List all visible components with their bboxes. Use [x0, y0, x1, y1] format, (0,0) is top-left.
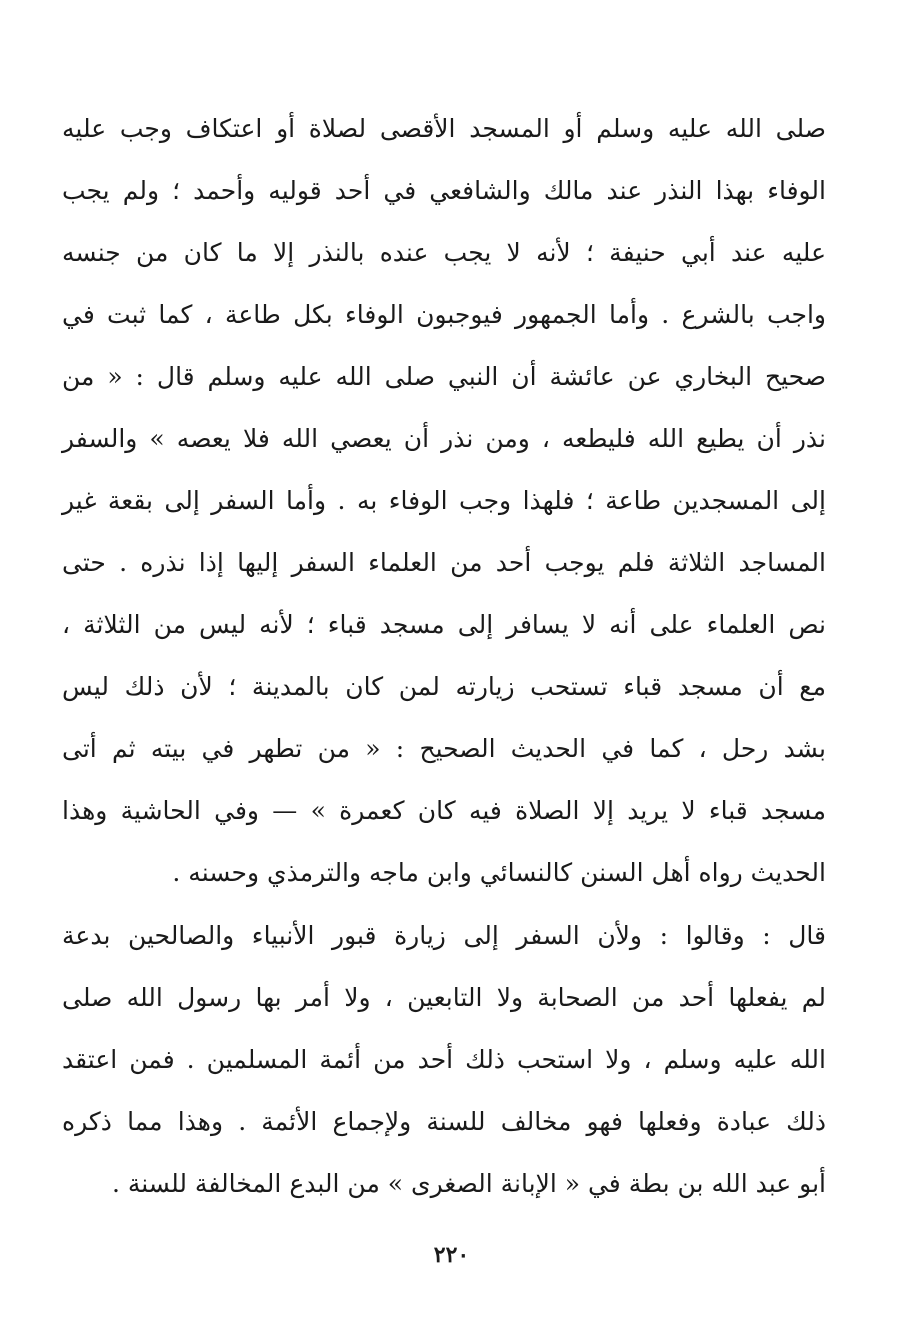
text-line: لم يفعلها أحد من الصحابة ولا التابعين ، ولا أمر بها رسول الله صلى [62, 983, 826, 1012]
text-line: صحيح البخاري عن عائشة أن النبي صلى الله عليه وسلم قال : « من [62, 362, 826, 391]
text-line: إلى المسجدين طاعة ؛ فلهذا وجب الوفاء به . وأما السفر إلى بقعة غير [62, 486, 826, 515]
text-line: المساجد الثلاثة فلم يوجب أحد من العلماء السفر إليها إذا نذره . حتى [62, 548, 826, 577]
text-line: واجب بالشرع . وأما الجمهور فيوجبون الوفاء بكل طاعة ، كما ثبت في [62, 300, 826, 329]
text-line: ذلك عبادة وفعلها فهو مخالف للسنة ولإجماع الأئمة . وهذا مما ذكره [62, 1107, 826, 1136]
text-line: قال : وقالوا : ولأن السفر إلى زيارة قبور الأنبياء والصالحين بدعة [62, 921, 826, 950]
text-line: الوفاء بهذا النذر عند مالك والشافعي في أحد قوليه وأحمد ؛ ولم يجب [62, 176, 826, 205]
text-line: صلى الله عليه وسلم أو المسجد الأقصى لصلاة أو اعتكاف وجب عليه [62, 114, 826, 143]
text-line: مع أن مسجد قباء تستحب زيارته لمن كان بالمدينة ؛ لأن ذلك ليس [62, 672, 826, 701]
text-line: عليه عند أبي حنيفة ؛ لأنه لا يجب عنده بالنذر إلا ما كان من جنسه [62, 238, 826, 267]
paragraph-2 [62, 905, 826, 1215]
text-line: أبو عبد الله بن بطة في « الإبانة الصغرى » من البدع المخالفة للسنة . [111, 1169, 826, 1198]
text-line: بشد رحل ، كما في الحديث الصحيح : « من تطهر في بيته ثم أتى [62, 734, 826, 763]
page-number: ٢٢٠ [433, 1242, 470, 1268]
text-line: مسجد قباء لا يريد إلا الصلاة فيه كان كعمرة » — وفي الحاشية وهذا [62, 796, 826, 825]
text-line: الله عليه وسلم ، ولا استحب ذلك أحد من أئمة المسلمين . فمن اعتقد [62, 1045, 826, 1074]
text-line: الحديث رواه أهل السنن كالنسائي وابن ماجه والترمذي وحسنه . [172, 858, 826, 887]
paragraph-1 [62, 98, 826, 904]
text-line: نص العلماء على أنه لا يسافر إلى مسجد قباء ؛ لأنه ليس من الثلاثة ، [62, 610, 826, 639]
text-line: نذر أن يطيع الله فليطعه ، ومن نذر أن يعصي الله فلا يعصه » والسفر [62, 424, 826, 453]
